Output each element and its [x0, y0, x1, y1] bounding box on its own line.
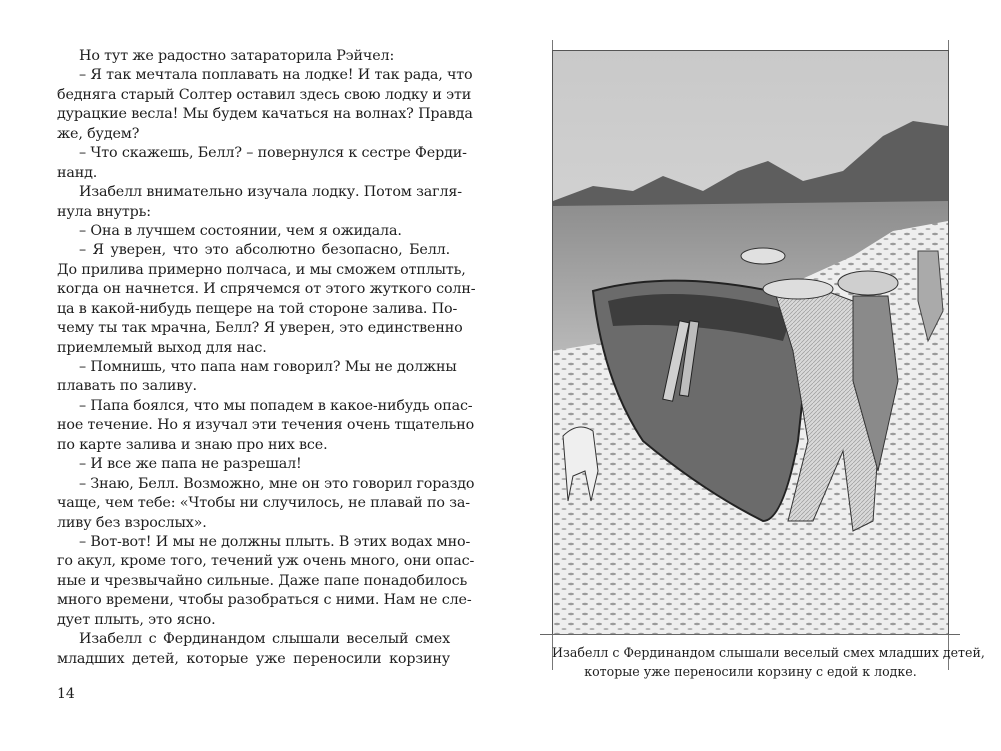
- text-line: – Помнишь, что папа нам говорил? Мы не должны: [79, 359, 457, 375]
- text-line: ное течение. Но я изучал эти течения очень тщательно: [57, 417, 475, 434]
- text-line: ливу без взрослых».: [57, 514, 207, 531]
- text-line: ные и чрезвычайно сильные. Даже папе понадобилось: [57, 572, 468, 589]
- text-line: когда он начнется. И спрячемся от этого жуткого солн-: [57, 281, 476, 298]
- text-line: – Что скажешь, Белл? – повернулся к сестре Ферди-: [79, 145, 467, 162]
- engraving-boat-on-beach: [553, 51, 948, 634]
- text-line: приемлемый выход для нас.: [57, 339, 267, 356]
- text-line: – Я так мечтала поплавать на лодке! И так рада, что: [79, 67, 473, 84]
- text-line: плавать по заливу.: [57, 378, 197, 395]
- text-line: – Знаю, Белл. Возможно, мне он это говорил гораздо: [79, 475, 475, 492]
- frame-bottom-line: [540, 634, 960, 635]
- text-line: чаще, чем тебе: «Чтобы ни случилось, не плавай по за-: [57, 495, 470, 512]
- text-line: нула внутрь:: [57, 203, 151, 220]
- text-line: много времени, чтобы разобраться с ними. Нам не сле-: [57, 592, 472, 609]
- text-line: младших детей, которые уже переносили корзину: [57, 650, 450, 667]
- straw-hat: [763, 279, 833, 299]
- illustration: [552, 50, 949, 635]
- text-line: ца в какой-нибудь пещере на той стороне залива. По-: [57, 300, 458, 317]
- text-line: дует плыть, это ясно.: [57, 611, 216, 628]
- caption-line: Изабелл с Фердинандом слышали веселый смех младших детей,: [552, 645, 985, 660]
- text-line: го акул, кроме того, течений уж очень много, они опас-: [57, 553, 475, 570]
- text-line: Изабелл внимательно изучала лодку. Потом загля-: [79, 184, 462, 201]
- text-line: чему ты так мрачна, Белл? Я уверен, это единственно: [57, 320, 463, 337]
- text-line: дурацкие весла! Мы будем качаться на волнах? Правда: [57, 106, 473, 123]
- text-line: Изабелл с Фердинандом слышали веселый смех: [79, 631, 450, 648]
- text-line: – Я уверен, что это абсолютно безопасно, Белл.: [79, 242, 450, 259]
- text-line: бедняга старый Солтер оставил здесь свою лодку и эти: [57, 86, 472, 103]
- caption-line: которые уже переносили корзину с едой к лодке.: [584, 664, 917, 679]
- text-line: – Папа боялся, что мы попадем в какое-нибудь опас-: [79, 397, 473, 414]
- page-number: 14: [57, 686, 75, 702]
- text-line: – И все же папа не разрешал!: [79, 456, 302, 473]
- text-line: – Вот-вот! И мы не должны плыть. В этих водах мно-: [79, 533, 471, 550]
- text-line: нанд.: [57, 164, 98, 181]
- left-page-text: [57, 47, 476, 669]
- text-line: же, будем?: [57, 125, 140, 142]
- text-line: по карте залива и знаю про них все.: [57, 436, 328, 453]
- text-line: До прилива примерно полчаса, и мы сможем отплыть,: [57, 261, 466, 278]
- text-line: – Она в лучшем состоянии, чем я ожидала.: [79, 222, 402, 239]
- text-line: Но тут же радостно затараторила Рэйчел:: [79, 48, 395, 64]
- child-hat: [741, 248, 785, 264]
- girl-hat: [838, 271, 898, 295]
- illustration-caption: [552, 643, 985, 681]
